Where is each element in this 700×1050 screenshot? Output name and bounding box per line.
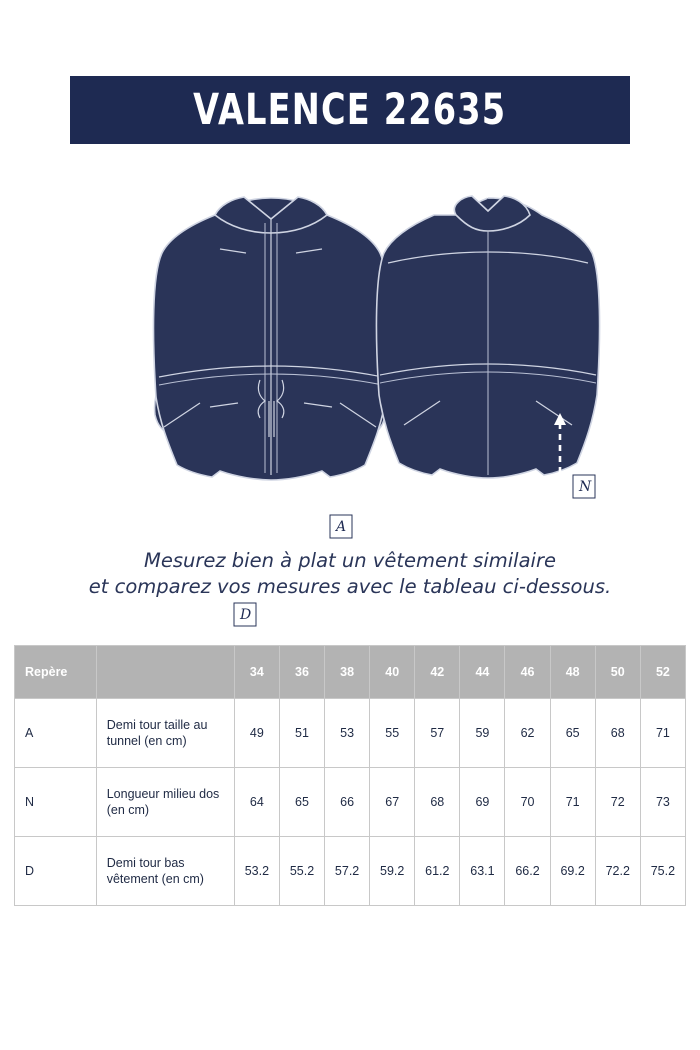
- cell-value: 66.2: [505, 837, 550, 906]
- header-size-40: 40: [370, 646, 415, 699]
- header-size-52: 52: [640, 646, 685, 699]
- header-size-34: 34: [234, 646, 279, 699]
- instructions-line-1: Mesurez bien à plat un vêtement similaire: [144, 549, 556, 572]
- svg-text:A: A: [336, 519, 347, 535]
- cell-value: 62: [505, 699, 550, 768]
- cell-value: 49: [234, 699, 279, 768]
- cell-value: 69.2: [550, 837, 595, 906]
- cell-value: 65: [279, 768, 324, 837]
- header-size-42: 42: [415, 646, 460, 699]
- instructions-line-2: et comparez vos mesures avec le tableau ci-dessous.: [88, 575, 612, 598]
- table-header-row: [15, 646, 686, 699]
- cell-value: 59.2: [370, 837, 415, 906]
- measure-instructions: [0, 548, 700, 600]
- cell-value: 51: [279, 699, 324, 768]
- cell-value: 61.2: [415, 837, 460, 906]
- size-table: [14, 645, 686, 906]
- row-label: Longueur milieu dos (en cm): [96, 768, 234, 837]
- cell-value: 59: [460, 699, 505, 768]
- measure-label-n: [573, 475, 595, 498]
- measure-label-a: [330, 515, 352, 538]
- cell-value: 68: [415, 768, 460, 837]
- header-size-50: 50: [595, 646, 640, 699]
- cell-value: 75.2: [640, 837, 685, 906]
- cell-value: 71: [640, 699, 685, 768]
- cell-value: 55: [370, 699, 415, 768]
- row-label: Demi tour taille au tunnel (en cm): [96, 699, 234, 768]
- header-size-44: 44: [460, 646, 505, 699]
- cell-value: 68: [595, 699, 640, 768]
- cell-value: 65: [550, 699, 595, 768]
- cell-value: 55.2: [279, 837, 324, 906]
- cell-value: 57.2: [325, 837, 370, 906]
- table-row: [15, 837, 686, 906]
- cell-value: 53.2: [234, 837, 279, 906]
- cell-value: 64: [234, 768, 279, 837]
- header-size-36: 36: [279, 646, 324, 699]
- table-row: [15, 768, 686, 837]
- header-size-48: 48: [550, 646, 595, 699]
- cell-value: 72: [595, 768, 640, 837]
- cell-value: 63.1: [460, 837, 505, 906]
- title-banner: [70, 76, 630, 144]
- back-view: [376, 196, 599, 606]
- row-code: N: [15, 768, 97, 837]
- header-repere: Repère: [15, 646, 97, 699]
- cell-value: 67: [370, 768, 415, 837]
- page-title: VALENCE 22635: [193, 85, 507, 135]
- svg-text:N: N: [579, 479, 592, 495]
- measure-label-d: [234, 603, 256, 626]
- cell-value: 69: [460, 768, 505, 837]
- cell-value: 66: [325, 768, 370, 837]
- cell-value: 71: [550, 768, 595, 837]
- cell-value: 70: [505, 768, 550, 837]
- svg-text:D: D: [240, 607, 252, 623]
- row-code: A: [15, 699, 97, 768]
- cell-value: 72.2: [595, 837, 640, 906]
- cell-value: 57: [415, 699, 460, 768]
- header-size-46: 46: [505, 646, 550, 699]
- table-row: [15, 699, 686, 768]
- row-code: D: [15, 837, 97, 906]
- header-size-38: 38: [325, 646, 370, 699]
- row-label: Demi tour bas vêtement (en cm): [96, 837, 234, 906]
- cell-value: 53: [325, 699, 370, 768]
- cell-value: 73: [640, 768, 685, 837]
- header-description: [96, 646, 234, 699]
